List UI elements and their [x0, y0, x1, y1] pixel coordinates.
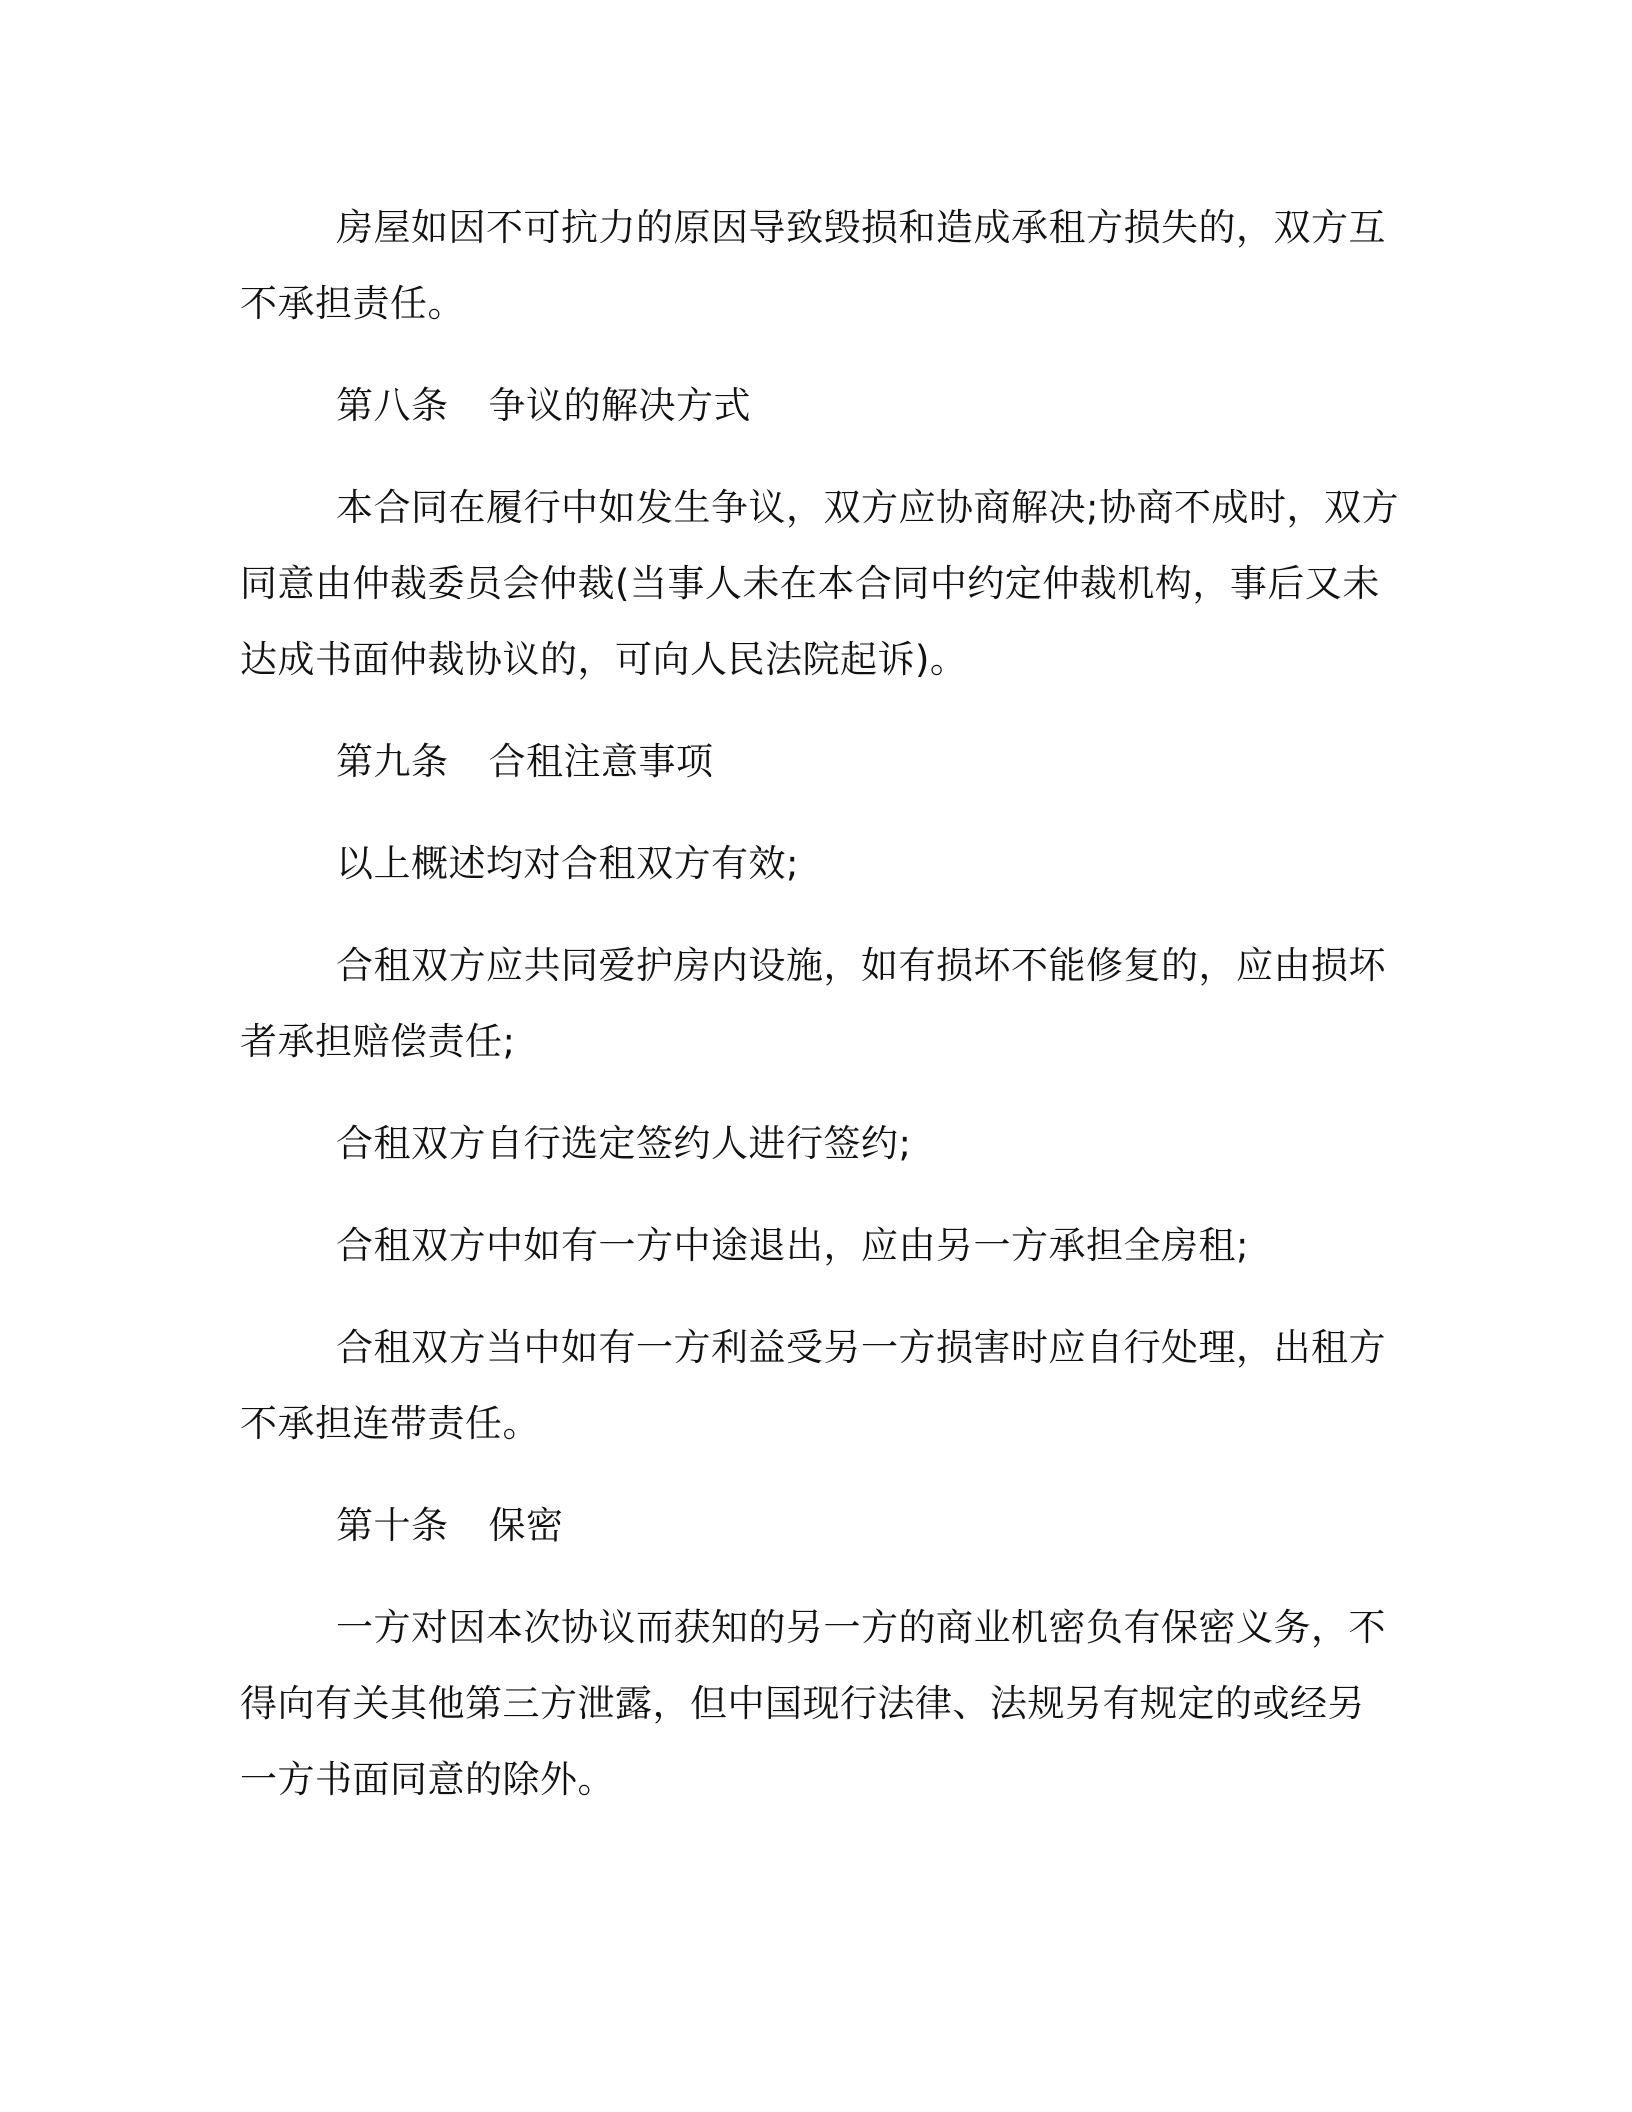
article-title: 争议的解决方式 [488, 384, 751, 427]
paragraph-early-exit: 合租双方中如有一方中途退出，应由另一方承担全房租; [336, 1224, 1249, 1267]
article-8-heading [240, 368, 1400, 444]
paragraph-general-validity: 以上概述均对合租双方有效; [336, 842, 799, 885]
article-10-heading [240, 1488, 1400, 1564]
paragraph-dispute-resolution: 本合同在履行中如发生争议，双方应协商解决;协商不成时，双方同意由仲裁委员会仲裁(当事人未在本合同中约定仲裁机构，事后又未达成书面仲裁协议的，可向人民法院起诉)。 [240, 486, 1399, 681]
paragraph-mutual-damage: 合租双方当中如有一方利益受另一方损害时应自行处理，出租方不承担连带责任。 [240, 1326, 1386, 1445]
article-number: 第八条 [336, 384, 449, 427]
document-body [240, 190, 1400, 1844]
article-number: 第十条 [336, 1504, 449, 1547]
paragraph-confidentiality: 一方对因本次协议而获知的另一方的商业机密负有保密义务，不得向有关其他第三方泄露，但中国现行法律、法规另有规定的或经另一方书面同意的除外。 [240, 1606, 1386, 1801]
paragraph-force-majeure: 房屋如因不可抗力的原因导致毁损和造成承租方损失的，双方互不承担责任。 [240, 206, 1386, 325]
article-title: 保密 [488, 1504, 564, 1547]
article-number: 第九条 [336, 740, 449, 783]
article-title: 合租注意事项 [488, 740, 714, 783]
paragraph-facility-care: 合租双方应共同爱护房内设施，如有损坏不能修复的，应由损坏者承担赔偿责任; [240, 944, 1386, 1063]
article-9-heading [240, 724, 1400, 800]
paragraph-signatory: 合租双方自行选定签约人进行签约; [336, 1122, 912, 1165]
